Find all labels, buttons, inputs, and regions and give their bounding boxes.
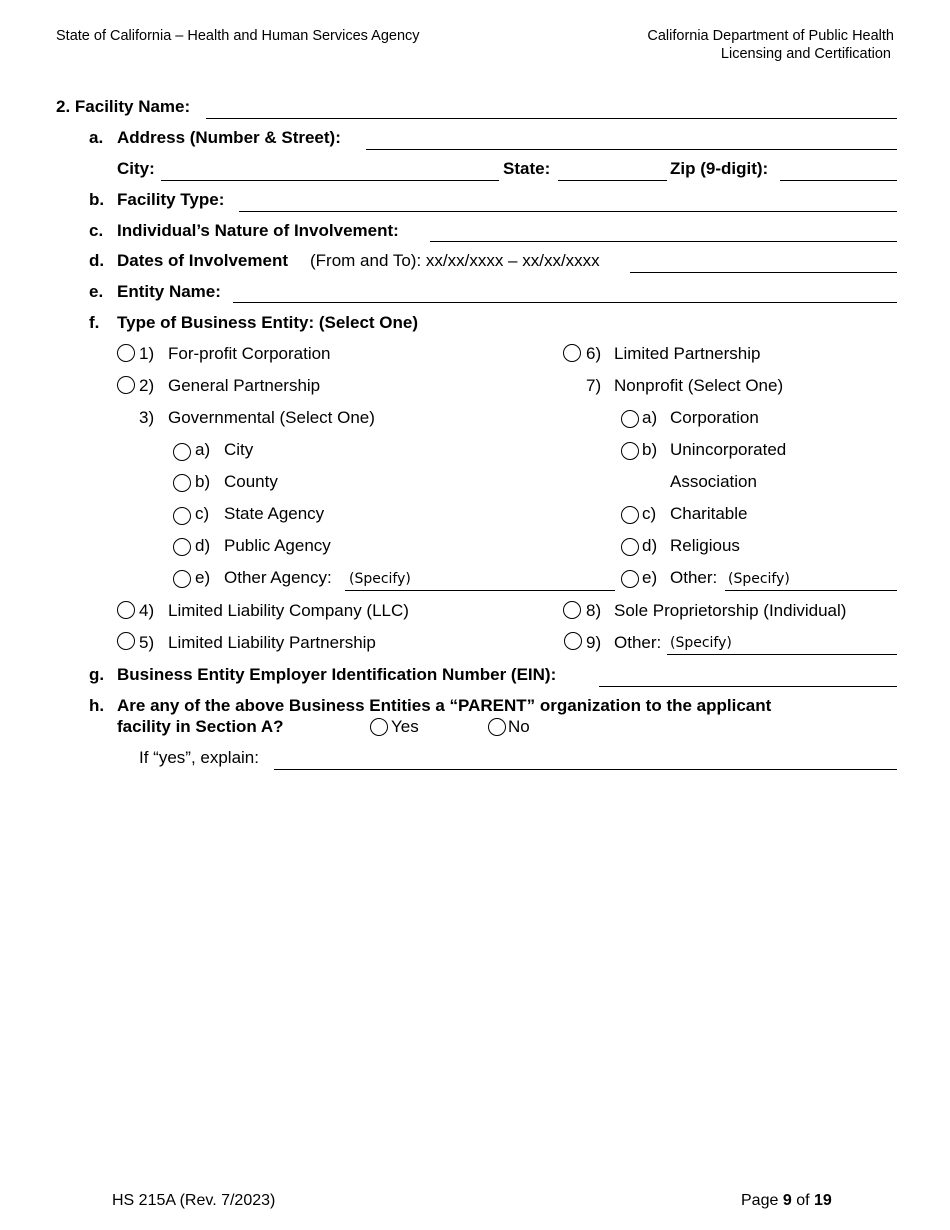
option-number: c) bbox=[195, 504, 210, 523]
radio-nonprofit-other[interactable] bbox=[621, 570, 639, 588]
facility-type-label: Facility Type: bbox=[117, 190, 225, 209]
option-label-sole-proprietorship: Sole Proprietorship (Individual) bbox=[614, 601, 847, 620]
city-field[interactable] bbox=[161, 180, 499, 181]
item-letter-e: e. bbox=[89, 282, 104, 301]
other-entity-specify-hint: (Specify) bbox=[670, 635, 732, 651]
facility-name-field[interactable] bbox=[206, 118, 897, 119]
state-field[interactable] bbox=[558, 180, 667, 181]
dates-label: Dates of Involvement bbox=[117, 251, 288, 270]
option-number: d) bbox=[642, 536, 658, 555]
header-agency: State of California – Health and Human Services Agency bbox=[56, 28, 420, 44]
page-prefix: Page bbox=[741, 1192, 779, 1209]
option-label-religious: Religious bbox=[670, 536, 740, 555]
option-label-gov-city: City bbox=[224, 440, 254, 459]
radio-gov-public-agency[interactable] bbox=[173, 538, 191, 556]
radio-gov-county[interactable] bbox=[173, 474, 191, 492]
option-label-gov-county: County bbox=[224, 472, 278, 491]
option-label-gov-public-agency: Public Agency bbox=[224, 536, 331, 555]
option-label-association: Association bbox=[670, 472, 757, 491]
option-number: 9) bbox=[586, 633, 602, 652]
other-entity-field[interactable] bbox=[667, 654, 897, 655]
option-label-gov-other-agency: Other Agency: bbox=[224, 568, 332, 587]
option-number: b) bbox=[195, 472, 211, 491]
facility-name-label: 2. Facility Name: bbox=[56, 97, 191, 116]
item-letter-b: b. bbox=[89, 190, 105, 209]
entity-type-title: Type of Business Entity: (Select One) bbox=[117, 313, 419, 332]
radio-charitable[interactable] bbox=[621, 506, 639, 524]
explain-label: If “yes”, explain: bbox=[139, 748, 259, 767]
zip-label: Zip (9-digit): bbox=[670, 159, 769, 178]
radio-gov-state-agency[interactable] bbox=[173, 507, 191, 525]
other-agency-specify-hint: (Specify) bbox=[349, 571, 411, 587]
option-number: 4) bbox=[139, 601, 155, 620]
parent-yes-label: Yes bbox=[391, 717, 419, 736]
item-letter-h: h. bbox=[89, 696, 105, 715]
entity-name-label: Entity Name: bbox=[117, 282, 221, 301]
option-number: e) bbox=[195, 568, 211, 587]
option-number: 2) bbox=[139, 376, 155, 395]
radio-llp[interactable] bbox=[117, 632, 135, 650]
item-letter-d: d. bbox=[89, 251, 105, 270]
entity-name-field[interactable] bbox=[233, 302, 897, 303]
ein-label: Business Entity Employer Identification Number (EIN): bbox=[117, 665, 557, 684]
option-label-other-entity: Other: bbox=[614, 633, 662, 652]
page-number: 9 bbox=[782, 1192, 792, 1209]
option-label-general-partnership: General Partnership bbox=[168, 376, 321, 395]
address-label: Address (Number & Street): bbox=[117, 128, 341, 147]
option-label-governmental: Governmental (Select One) bbox=[168, 408, 375, 427]
parent-question-line1: Are any of the above Business Entities a “PARENT” organization to the applicant bbox=[117, 696, 772, 715]
item-letter-c: c. bbox=[89, 221, 104, 240]
radio-for-profit-corporation[interactable] bbox=[117, 344, 135, 362]
radio-parent-no[interactable] bbox=[488, 718, 506, 736]
facility-type-field[interactable] bbox=[239, 211, 897, 212]
radio-sole-proprietorship[interactable] bbox=[563, 601, 581, 619]
option-label-charitable: Charitable bbox=[670, 504, 748, 523]
option-number: 7) bbox=[586, 376, 602, 395]
option-number: c) bbox=[642, 504, 657, 523]
option-label-unincorporated: Unincorporated bbox=[670, 440, 787, 459]
option-label-for-profit-corporation: For-profit Corporation bbox=[168, 344, 331, 363]
page-total: 19 bbox=[813, 1192, 832, 1209]
option-number: 5) bbox=[139, 633, 155, 652]
dates-field[interactable] bbox=[630, 272, 897, 273]
option-label-llc: Limited Liability Company (LLC) bbox=[168, 601, 409, 620]
option-label-nonprofit-corporation: Corporation bbox=[670, 408, 759, 427]
option-number: b) bbox=[642, 440, 658, 459]
other-agency-field[interactable] bbox=[345, 590, 615, 591]
form-number: HS 215A (Rev. 7/2023) bbox=[112, 1192, 276, 1209]
option-number: d) bbox=[195, 536, 211, 555]
page-of: of bbox=[796, 1192, 810, 1209]
item-letter-g: g. bbox=[89, 665, 105, 684]
radio-religious[interactable] bbox=[621, 538, 639, 556]
parent-no-label: No bbox=[508, 717, 530, 736]
radio-llc[interactable] bbox=[117, 601, 135, 619]
state-label: State: bbox=[503, 159, 551, 178]
option-label-gov-state-agency: State Agency bbox=[224, 504, 325, 523]
city-label: City: bbox=[117, 159, 155, 178]
radio-limited-partnership[interactable] bbox=[563, 344, 581, 362]
option-number: e) bbox=[642, 568, 658, 587]
option-label-llp: Limited Liability Partnership bbox=[168, 633, 376, 652]
item-letter-f: f. bbox=[89, 313, 100, 332]
item-letter-a: a. bbox=[89, 128, 104, 147]
dates-format: (From and To): xx/xx/xxxx – xx/xx/xxxx bbox=[310, 251, 600, 270]
radio-parent-yes[interactable] bbox=[370, 718, 388, 736]
explain-field[interactable] bbox=[274, 769, 897, 770]
radio-unincorporated-association[interactable] bbox=[621, 442, 639, 460]
zip-field[interactable] bbox=[780, 180, 897, 181]
radio-nonprofit-corporation[interactable] bbox=[621, 410, 639, 428]
address-field[interactable] bbox=[366, 149, 897, 150]
header-department: California Department of Public Health bbox=[647, 28, 894, 44]
radio-general-partnership[interactable] bbox=[117, 376, 135, 394]
page-indicator bbox=[741, 1192, 832, 1210]
option-number: a) bbox=[642, 408, 658, 427]
option-number: 1) bbox=[139, 344, 155, 363]
option-number: 8) bbox=[586, 601, 602, 620]
option-number: a) bbox=[195, 440, 211, 459]
option-number: 3) bbox=[139, 408, 155, 427]
nature-label: Individual’s Nature of Involvement: bbox=[117, 221, 399, 240]
option-number: 6) bbox=[586, 344, 602, 363]
radio-gov-city[interactable] bbox=[173, 443, 191, 461]
header-division: Licensing and Certification bbox=[720, 46, 891, 62]
nonprofit-other-specify-hint: (Specify) bbox=[728, 571, 790, 587]
nature-field[interactable] bbox=[430, 241, 897, 242]
parent-question-line2: facility in Section A? bbox=[117, 717, 284, 736]
nonprofit-other-field[interactable] bbox=[725, 590, 897, 591]
ein-field[interactable] bbox=[599, 686, 897, 687]
option-label-nonprofit: Nonprofit (Select One) bbox=[614, 376, 784, 395]
option-label-nonprofit-other: Other: bbox=[670, 568, 718, 587]
radio-gov-other-agency[interactable] bbox=[173, 570, 191, 588]
radio-other-entity[interactable] bbox=[564, 632, 582, 650]
option-label-limited-partnership: Limited Partnership bbox=[614, 344, 761, 363]
